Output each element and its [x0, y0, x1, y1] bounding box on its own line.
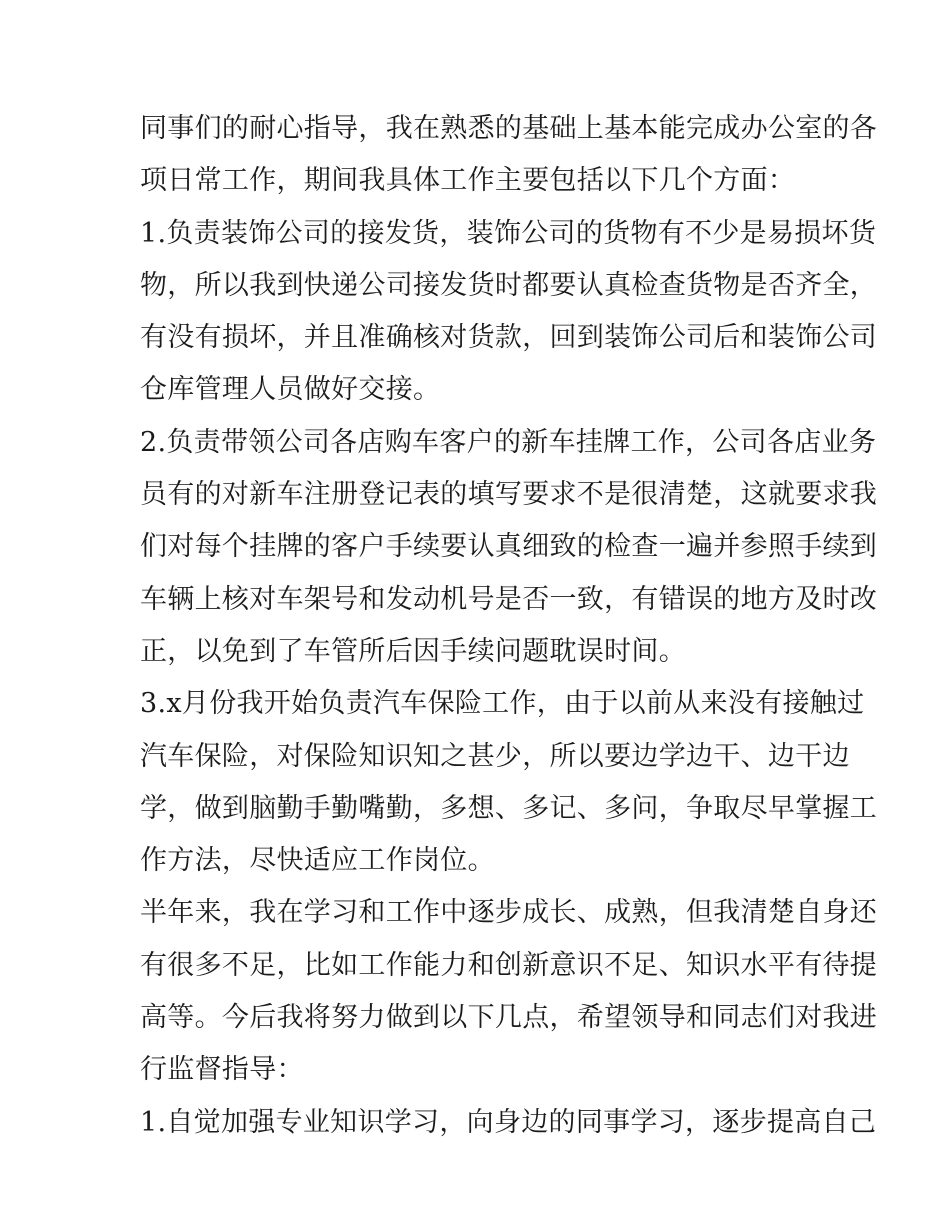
- text-line: 项日常工作，期间我具体工作主要包括以下几个方面：: [140, 165, 796, 197]
- text-line: 2.负责带领公司各店购车客户的新车挂牌工作，公司各店业务: [140, 426, 877, 458]
- text-line: 3.x月份我开始负责汽车保险工作，由于以前从来没有接触过: [140, 688, 865, 720]
- text-line: 高等。今后我将努力做到以下几点，希望领导和同志们对我进: [140, 1002, 878, 1034]
- text-line: 学，做到脑勤手勤嘴勤，多想、多记、多问，争取尽早掌握工: [140, 792, 878, 824]
- text-line: 汽车保险，对保险知识知之甚少，所以要边学边干、边干边: [140, 740, 850, 772]
- text-line: 行监督指导：: [140, 1054, 304, 1086]
- body-text: [140, 103, 878, 1149]
- text-line: 仓库管理人员做好交接。: [140, 374, 441, 406]
- text-line: 员有的对新车注册登记表的填写要求不是很清楚，这就要求我: [140, 479, 878, 511]
- text-line: 有没有损坏，并且准确核对货款，回到装饰公司后和装饰公司: [140, 322, 878, 354]
- text-line: 车辆上核对车架号和发动机号是否一致，有错误的地方及时改: [140, 583, 878, 615]
- text-line: 同事们的耐心指导，我在熟悉的基础上基本能完成办公室的各: [140, 113, 878, 144]
- text-line: 正，以免到了车管所后因手续问题耽误时间。: [140, 635, 686, 667]
- text-line: 物，所以我到快递公司接发货时都要认真检查货物是否齐全，: [140, 269, 878, 301]
- text-line: 作方法，尽快适应工作岗位。: [140, 845, 495, 877]
- text-line: 有很多不足，比如工作能力和创新意识不足、知识水平有待提: [140, 949, 878, 981]
- text-line: 1.负责装饰公司的接发货，装饰公司的货物有不少是易损坏货: [140, 217, 877, 249]
- text-line: 半年来，我在学习和工作中逐步成长、成熟，但我清楚自身还: [140, 897, 878, 929]
- text-line: 们对每个挂牌的客户手续要认真细致的检查一遍并参照手续到: [140, 531, 878, 563]
- text-line: 1.自觉加强专业知识学习，向身边的同事学习，逐步提高自己: [140, 1106, 877, 1138]
